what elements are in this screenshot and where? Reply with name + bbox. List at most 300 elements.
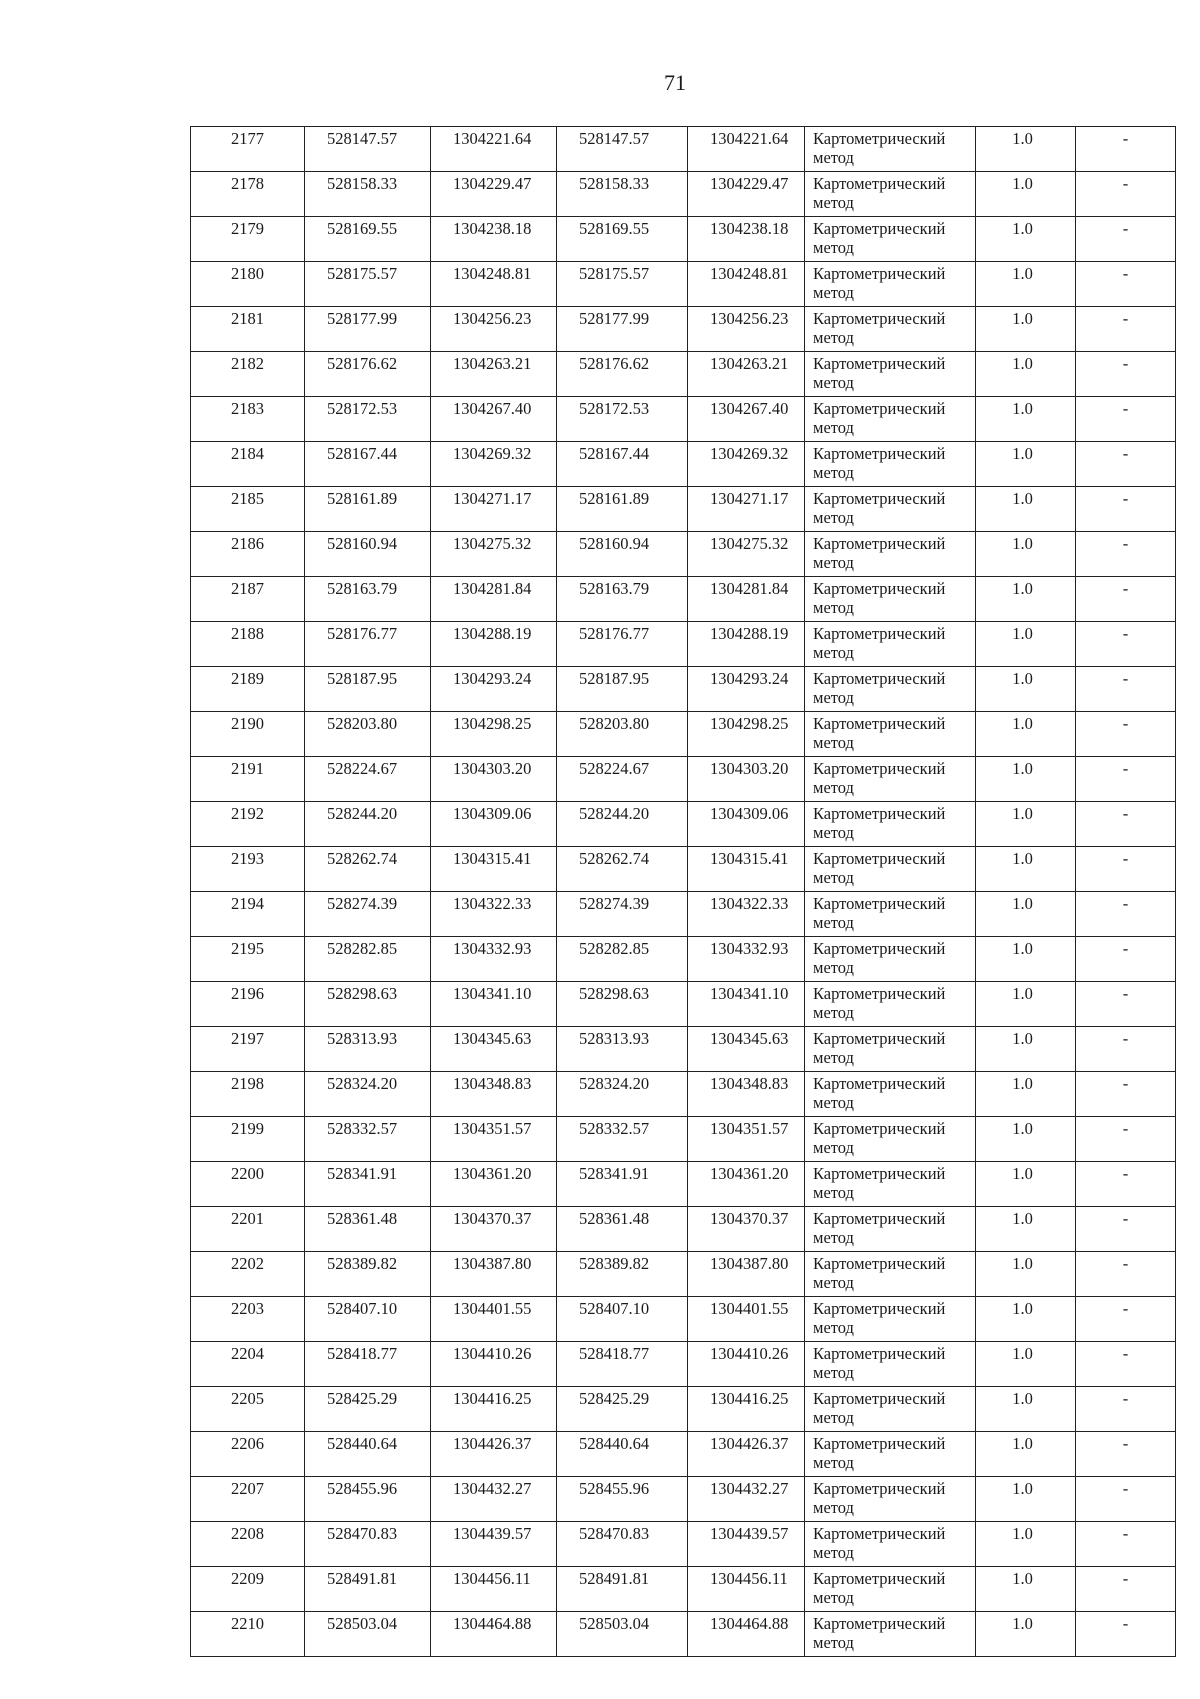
- cell-x-coordinate: 528491.81: [305, 1567, 431, 1612]
- cell-accuracy: 1.0: [976, 892, 1076, 937]
- table-row: [191, 442, 1176, 487]
- cell-x-coordinate-repeat: 528160.94: [557, 532, 688, 577]
- cell-y-coordinate: 1304464.88: [431, 1612, 557, 1657]
- cell-x-coordinate-repeat: 528177.99: [557, 307, 688, 352]
- cell-y-coordinate-repeat: 1304229.47: [688, 172, 805, 217]
- cell-point-number: 2195: [191, 937, 305, 982]
- cell-y-coordinate-repeat: 1304275.32: [688, 532, 805, 577]
- cell-x-coordinate-repeat: 528176.77: [557, 622, 688, 667]
- table-row: [191, 1567, 1176, 1612]
- cell-x-coordinate-repeat: 528175.57: [557, 262, 688, 307]
- cell-point-number: 2186: [191, 532, 305, 577]
- cell-x-coordinate-repeat: 528313.93: [557, 1027, 688, 1072]
- cell-accuracy: 1.0: [976, 1117, 1076, 1162]
- cell-x-coordinate-repeat: 528470.83: [557, 1522, 688, 1567]
- cell-x-coordinate-repeat: 528389.82: [557, 1252, 688, 1297]
- cell-note: -: [1076, 532, 1176, 577]
- cell-y-coordinate: 1304432.27: [431, 1477, 557, 1522]
- cell-method: Картометрический метод: [805, 802, 976, 847]
- table-row: [191, 802, 1176, 847]
- cell-method: Картометрический метод: [805, 1567, 976, 1612]
- table-row: [191, 667, 1176, 712]
- cell-method: Картометрический метод: [805, 532, 976, 577]
- cell-method: Картометрический метод: [805, 217, 976, 262]
- cell-method: Картометрический метод: [805, 487, 976, 532]
- cell-y-coordinate-repeat: 1304351.57: [688, 1117, 805, 1162]
- cell-x-coordinate-repeat: 528176.62: [557, 352, 688, 397]
- cell-y-coordinate-repeat: 1304322.33: [688, 892, 805, 937]
- table-row: [191, 1072, 1176, 1117]
- cell-accuracy: 1.0: [976, 1387, 1076, 1432]
- cell-method: Картометрический метод: [805, 397, 976, 442]
- cell-point-number: 2199: [191, 1117, 305, 1162]
- cell-method: Картометрический метод: [805, 1027, 976, 1072]
- cell-note: -: [1076, 1387, 1176, 1432]
- cell-y-coordinate: 1304401.55: [431, 1297, 557, 1342]
- cell-point-number: 2178: [191, 172, 305, 217]
- cell-note: -: [1076, 1252, 1176, 1297]
- cell-x-coordinate-repeat: 528244.20: [557, 802, 688, 847]
- cell-point-number: 2202: [191, 1252, 305, 1297]
- cell-method: Картометрический метод: [805, 1342, 976, 1387]
- page-number: 71: [664, 70, 686, 95]
- cell-note: -: [1076, 667, 1176, 712]
- cell-y-coordinate: 1304345.63: [431, 1027, 557, 1072]
- cell-method: Картометрический метод: [805, 442, 976, 487]
- cell-point-number: 2201: [191, 1207, 305, 1252]
- cell-method: Картометрический метод: [805, 937, 976, 982]
- cell-note: -: [1076, 757, 1176, 802]
- cell-x-coordinate: 528224.67: [305, 757, 431, 802]
- cell-point-number: 2198: [191, 1072, 305, 1117]
- cell-x-coordinate: 528341.91: [305, 1162, 431, 1207]
- table-row: [191, 1387, 1176, 1432]
- cell-point-number: 2206: [191, 1432, 305, 1477]
- cell-x-coordinate: 528160.94: [305, 532, 431, 577]
- cell-x-coordinate: 528274.39: [305, 892, 431, 937]
- cell-x-coordinate-repeat: 528262.74: [557, 847, 688, 892]
- cell-x-coordinate: 528161.89: [305, 487, 431, 532]
- cell-accuracy: 1.0: [976, 1072, 1076, 1117]
- cell-point-number: 2187: [191, 577, 305, 622]
- cell-point-number: 2208: [191, 1522, 305, 1567]
- cell-accuracy: 1.0: [976, 622, 1076, 667]
- cell-x-coordinate: 528455.96: [305, 1477, 431, 1522]
- cell-note: -: [1076, 1432, 1176, 1477]
- cell-y-coordinate-repeat: 1304256.23: [688, 307, 805, 352]
- cell-y-coordinate: 1304370.37: [431, 1207, 557, 1252]
- cell-point-number: 2197: [191, 1027, 305, 1072]
- cell-x-coordinate: 528470.83: [305, 1522, 431, 1567]
- cell-x-coordinate: 528169.55: [305, 217, 431, 262]
- cell-note: -: [1076, 397, 1176, 442]
- cell-y-coordinate-repeat: 1304456.11: [688, 1567, 805, 1612]
- table-row: [191, 352, 1176, 397]
- cell-y-coordinate: 1304275.32: [431, 532, 557, 577]
- cell-note: -: [1076, 1207, 1176, 1252]
- cell-accuracy: 1.0: [976, 127, 1076, 172]
- cell-point-number: 2180: [191, 262, 305, 307]
- cell-x-coordinate-repeat: 528224.67: [557, 757, 688, 802]
- table-row: [191, 712, 1176, 757]
- cell-point-number: 2188: [191, 622, 305, 667]
- cell-x-coordinate: 528361.48: [305, 1207, 431, 1252]
- cell-y-coordinate: 1304348.83: [431, 1072, 557, 1117]
- cell-point-number: 2182: [191, 352, 305, 397]
- cell-x-coordinate-repeat: 528361.48: [557, 1207, 688, 1252]
- cell-method: Картометрический метод: [805, 1387, 976, 1432]
- cell-y-coordinate: 1304309.06: [431, 802, 557, 847]
- cell-y-coordinate: 1304288.19: [431, 622, 557, 667]
- cell-x-coordinate: 528172.53: [305, 397, 431, 442]
- cell-method: Картометрический метод: [805, 622, 976, 667]
- cell-x-coordinate: 528440.64: [305, 1432, 431, 1477]
- table-row: [191, 982, 1176, 1027]
- cell-point-number: 2193: [191, 847, 305, 892]
- table-row: [191, 937, 1176, 982]
- cell-y-coordinate-repeat: 1304293.24: [688, 667, 805, 712]
- cell-x-coordinate-repeat: 528491.81: [557, 1567, 688, 1612]
- cell-note: -: [1076, 487, 1176, 532]
- cell-accuracy: 1.0: [976, 712, 1076, 757]
- cell-x-coordinate-repeat: 528440.64: [557, 1432, 688, 1477]
- cell-point-number: 2203: [191, 1297, 305, 1342]
- cell-accuracy: 1.0: [976, 667, 1076, 712]
- cell-note: -: [1076, 577, 1176, 622]
- cell-x-coordinate: 528203.80: [305, 712, 431, 757]
- cell-method: Картометрический метод: [805, 847, 976, 892]
- cell-accuracy: 1.0: [976, 1567, 1076, 1612]
- cell-x-coordinate: 528389.82: [305, 1252, 431, 1297]
- table-row: [191, 1432, 1176, 1477]
- cell-y-coordinate-repeat: 1304303.20: [688, 757, 805, 802]
- table-row: [191, 847, 1176, 892]
- cell-y-coordinate-repeat: 1304221.64: [688, 127, 805, 172]
- cell-point-number: 2179: [191, 217, 305, 262]
- cell-x-coordinate: 528313.93: [305, 1027, 431, 1072]
- cell-note: -: [1076, 1567, 1176, 1612]
- table-row: [191, 1027, 1176, 1072]
- cell-accuracy: 1.0: [976, 802, 1076, 847]
- cell-accuracy: 1.0: [976, 982, 1076, 1027]
- cell-accuracy: 1.0: [976, 1252, 1076, 1297]
- cell-accuracy: 1.0: [976, 217, 1076, 262]
- cell-x-coordinate-repeat: 528341.91: [557, 1162, 688, 1207]
- cell-y-coordinate: 1304387.80: [431, 1252, 557, 1297]
- cell-accuracy: 1.0: [976, 1027, 1076, 1072]
- cell-x-coordinate: 528425.29: [305, 1387, 431, 1432]
- cell-point-number: 2200: [191, 1162, 305, 1207]
- cell-y-coordinate-repeat: 1304410.26: [688, 1342, 805, 1387]
- cell-y-coordinate-repeat: 1304361.20: [688, 1162, 805, 1207]
- cell-accuracy: 1.0: [976, 172, 1076, 217]
- cell-accuracy: 1.0: [976, 847, 1076, 892]
- cell-method: Картометрический метод: [805, 1612, 976, 1657]
- cell-point-number: 2196: [191, 982, 305, 1027]
- cell-x-coordinate-repeat: 528203.80: [557, 712, 688, 757]
- cell-y-coordinate: 1304221.64: [431, 127, 557, 172]
- cell-method: Картометрический метод: [805, 577, 976, 622]
- cell-note: -: [1076, 307, 1176, 352]
- cell-point-number: 2210: [191, 1612, 305, 1657]
- cell-y-coordinate-repeat: 1304416.25: [688, 1387, 805, 1432]
- cell-y-coordinate: 1304303.20: [431, 757, 557, 802]
- cell-y-coordinate-repeat: 1304348.83: [688, 1072, 805, 1117]
- cell-y-coordinate-repeat: 1304401.55: [688, 1297, 805, 1342]
- cell-x-coordinate-repeat: 528167.44: [557, 442, 688, 487]
- table-row: [191, 1612, 1176, 1657]
- cell-point-number: 2191: [191, 757, 305, 802]
- table-row: [191, 757, 1176, 802]
- cell-y-coordinate: 1304298.25: [431, 712, 557, 757]
- table-row: [191, 892, 1176, 937]
- cell-x-coordinate-repeat: 528163.79: [557, 577, 688, 622]
- cell-x-coordinate: 528324.20: [305, 1072, 431, 1117]
- cell-x-coordinate: 528147.57: [305, 127, 431, 172]
- cell-y-coordinate-repeat: 1304288.19: [688, 622, 805, 667]
- cell-method: Картометрический метод: [805, 1432, 976, 1477]
- cell-x-coordinate-repeat: 528282.85: [557, 937, 688, 982]
- cell-x-coordinate-repeat: 528455.96: [557, 1477, 688, 1522]
- cell-accuracy: 1.0: [976, 757, 1076, 802]
- cell-accuracy: 1.0: [976, 352, 1076, 397]
- cell-accuracy: 1.0: [976, 1162, 1076, 1207]
- cell-method: Картометрический метод: [805, 1072, 976, 1117]
- cell-x-coordinate: 528187.95: [305, 667, 431, 712]
- cell-method: Картометрический метод: [805, 712, 976, 757]
- cell-y-coordinate-repeat: 1304281.84: [688, 577, 805, 622]
- cell-y-coordinate-repeat: 1304267.40: [688, 397, 805, 442]
- cell-x-coordinate-repeat: 528172.53: [557, 397, 688, 442]
- cell-x-coordinate: 528167.44: [305, 442, 431, 487]
- cell-method: Картометрический метод: [805, 1522, 976, 1567]
- cell-method: Картометрический метод: [805, 1207, 976, 1252]
- cell-method: Картометрический метод: [805, 1117, 976, 1162]
- cell-x-coordinate: 528158.33: [305, 172, 431, 217]
- cell-note: -: [1076, 262, 1176, 307]
- cell-x-coordinate: 528298.63: [305, 982, 431, 1027]
- cell-y-coordinate: 1304410.26: [431, 1342, 557, 1387]
- table-row: [191, 532, 1176, 577]
- cell-x-coordinate: 528176.62: [305, 352, 431, 397]
- cell-y-coordinate: 1304416.25: [431, 1387, 557, 1432]
- cell-accuracy: 1.0: [976, 1477, 1076, 1522]
- cell-y-coordinate-repeat: 1304370.37: [688, 1207, 805, 1252]
- cell-method: Картометрический метод: [805, 1162, 976, 1207]
- cell-y-coordinate-repeat: 1304248.81: [688, 262, 805, 307]
- cell-accuracy: 1.0: [976, 1297, 1076, 1342]
- table-row: [191, 622, 1176, 667]
- cell-y-coordinate: 1304269.32: [431, 442, 557, 487]
- cell-note: -: [1076, 1117, 1176, 1162]
- table-row: [191, 1162, 1176, 1207]
- cell-point-number: 2204: [191, 1342, 305, 1387]
- cell-x-coordinate-repeat: 528503.04: [557, 1612, 688, 1657]
- cell-y-coordinate: 1304229.47: [431, 172, 557, 217]
- cell-x-coordinate: 528418.77: [305, 1342, 431, 1387]
- cell-note: -: [1076, 1162, 1176, 1207]
- table-row: [191, 1207, 1176, 1252]
- cell-note: -: [1076, 1027, 1176, 1072]
- cell-point-number: 2183: [191, 397, 305, 442]
- cell-method: Картометрический метод: [805, 127, 976, 172]
- cell-y-coordinate: 1304351.57: [431, 1117, 557, 1162]
- cell-y-coordinate: 1304281.84: [431, 577, 557, 622]
- cell-note: -: [1076, 982, 1176, 1027]
- cell-accuracy: 1.0: [976, 577, 1076, 622]
- cell-point-number: 2184: [191, 442, 305, 487]
- cell-method: Картометрический метод: [805, 982, 976, 1027]
- cell-point-number: 2185: [191, 487, 305, 532]
- cell-y-coordinate: 1304322.33: [431, 892, 557, 937]
- cell-method: Картометрический метод: [805, 307, 976, 352]
- cell-x-coordinate-repeat: 528332.57: [557, 1117, 688, 1162]
- table-row: [191, 577, 1176, 622]
- cell-y-coordinate: 1304238.18: [431, 217, 557, 262]
- cell-accuracy: 1.0: [976, 937, 1076, 982]
- table-body: [191, 127, 1176, 1657]
- cell-x-coordinate: 528407.10: [305, 1297, 431, 1342]
- cell-x-coordinate: 528175.57: [305, 262, 431, 307]
- cell-x-coordinate: 528262.74: [305, 847, 431, 892]
- table-row: [191, 172, 1176, 217]
- cell-method: Картометрический метод: [805, 892, 976, 937]
- cell-x-coordinate: 528282.85: [305, 937, 431, 982]
- cell-note: -: [1076, 172, 1176, 217]
- cell-x-coordinate: 528176.77: [305, 622, 431, 667]
- table-row: [191, 1342, 1176, 1387]
- cell-y-coordinate-repeat: 1304309.06: [688, 802, 805, 847]
- cell-note: -: [1076, 1477, 1176, 1522]
- cell-note: -: [1076, 1072, 1176, 1117]
- table-row: [191, 262, 1176, 307]
- cell-y-coordinate: 1304293.24: [431, 667, 557, 712]
- table-row: [191, 1252, 1176, 1297]
- cell-y-coordinate-repeat: 1304345.63: [688, 1027, 805, 1072]
- cell-y-coordinate: 1304256.23: [431, 307, 557, 352]
- cell-y-coordinate: 1304315.41: [431, 847, 557, 892]
- cell-note: -: [1076, 442, 1176, 487]
- cell-x-coordinate-repeat: 528407.10: [557, 1297, 688, 1342]
- cell-note: -: [1076, 127, 1176, 172]
- cell-note: -: [1076, 217, 1176, 262]
- cell-y-coordinate-repeat: 1304263.21: [688, 352, 805, 397]
- cell-accuracy: 1.0: [976, 262, 1076, 307]
- cell-y-coordinate: 1304332.93: [431, 937, 557, 982]
- cell-x-coordinate-repeat: 528187.95: [557, 667, 688, 712]
- cell-point-number: 2192: [191, 802, 305, 847]
- coordinates-table: [190, 126, 1176, 1657]
- cell-note: -: [1076, 802, 1176, 847]
- cell-accuracy: 1.0: [976, 307, 1076, 352]
- cell-y-coordinate: 1304271.17: [431, 487, 557, 532]
- cell-x-coordinate: 528163.79: [305, 577, 431, 622]
- cell-y-coordinate-repeat: 1304341.10: [688, 982, 805, 1027]
- cell-note: -: [1076, 712, 1176, 757]
- cell-x-coordinate-repeat: 528169.55: [557, 217, 688, 262]
- cell-note: -: [1076, 892, 1176, 937]
- cell-x-coordinate: 528177.99: [305, 307, 431, 352]
- cell-accuracy: 1.0: [976, 442, 1076, 487]
- cell-y-coordinate: 1304263.21: [431, 352, 557, 397]
- cell-method: Картометрический метод: [805, 667, 976, 712]
- cell-note: -: [1076, 1342, 1176, 1387]
- table-row: [191, 1522, 1176, 1567]
- cell-note: -: [1076, 1522, 1176, 1567]
- cell-note: -: [1076, 352, 1176, 397]
- table-row: [191, 1297, 1176, 1342]
- cell-accuracy: 1.0: [976, 1432, 1076, 1477]
- cell-y-coordinate-repeat: 1304332.93: [688, 937, 805, 982]
- cell-x-coordinate: 528332.57: [305, 1117, 431, 1162]
- cell-accuracy: 1.0: [976, 1522, 1076, 1567]
- cell-point-number: 2177: [191, 127, 305, 172]
- cell-method: Картометрический метод: [805, 1477, 976, 1522]
- table-row: [191, 487, 1176, 532]
- cell-x-coordinate-repeat: 528147.57: [557, 127, 688, 172]
- cell-point-number: 2205: [191, 1387, 305, 1432]
- cell-x-coordinate-repeat: 528324.20: [557, 1072, 688, 1117]
- cell-x-coordinate-repeat: 528274.39: [557, 892, 688, 937]
- cell-method: Картометрический метод: [805, 757, 976, 802]
- cell-y-coordinate-repeat: 1304315.41: [688, 847, 805, 892]
- cell-accuracy: 1.0: [976, 487, 1076, 532]
- cell-y-coordinate: 1304248.81: [431, 262, 557, 307]
- cell-x-coordinate: 528244.20: [305, 802, 431, 847]
- cell-y-coordinate-repeat: 1304439.57: [688, 1522, 805, 1567]
- cell-y-coordinate-repeat: 1304271.17: [688, 487, 805, 532]
- cell-accuracy: 1.0: [976, 1342, 1076, 1387]
- cell-accuracy: 1.0: [976, 532, 1076, 577]
- cell-y-coordinate-repeat: 1304426.37: [688, 1432, 805, 1477]
- cell-y-coordinate-repeat: 1304298.25: [688, 712, 805, 757]
- cell-note: -: [1076, 622, 1176, 667]
- cell-y-coordinate-repeat: 1304387.80: [688, 1252, 805, 1297]
- cell-y-coordinate: 1304267.40: [431, 397, 557, 442]
- cell-x-coordinate-repeat: 528425.29: [557, 1387, 688, 1432]
- table-row: [191, 127, 1176, 172]
- cell-y-coordinate: 1304426.37: [431, 1432, 557, 1477]
- cell-x-coordinate-repeat: 528161.89: [557, 487, 688, 532]
- cell-note: -: [1076, 847, 1176, 892]
- cell-y-coordinate: 1304361.20: [431, 1162, 557, 1207]
- cell-method: Картометрический метод: [805, 172, 976, 217]
- cell-point-number: 2207: [191, 1477, 305, 1522]
- cell-point-number: 2209: [191, 1567, 305, 1612]
- table-row: [191, 397, 1176, 442]
- table-row: [191, 307, 1176, 352]
- table-row: [191, 1117, 1176, 1162]
- cell-note: -: [1076, 937, 1176, 982]
- cell-accuracy: 1.0: [976, 397, 1076, 442]
- cell-x-coordinate-repeat: 528158.33: [557, 172, 688, 217]
- cell-point-number: 2194: [191, 892, 305, 937]
- cell-y-coordinate-repeat: 1304238.18: [688, 217, 805, 262]
- table-row: [191, 1477, 1176, 1522]
- cell-method: Картометрический метод: [805, 262, 976, 307]
- cell-accuracy: 1.0: [976, 1207, 1076, 1252]
- cell-y-coordinate: 1304456.11: [431, 1567, 557, 1612]
- cell-x-coordinate-repeat: 528298.63: [557, 982, 688, 1027]
- cell-note: -: [1076, 1297, 1176, 1342]
- cell-method: Картометрический метод: [805, 352, 976, 397]
- cell-y-coordinate: 1304439.57: [431, 1522, 557, 1567]
- cell-note: -: [1076, 1612, 1176, 1657]
- cell-method: Картометрический метод: [805, 1297, 976, 1342]
- cell-method: Картометрический метод: [805, 1252, 976, 1297]
- table-row: [191, 217, 1176, 262]
- cell-point-number: 2189: [191, 667, 305, 712]
